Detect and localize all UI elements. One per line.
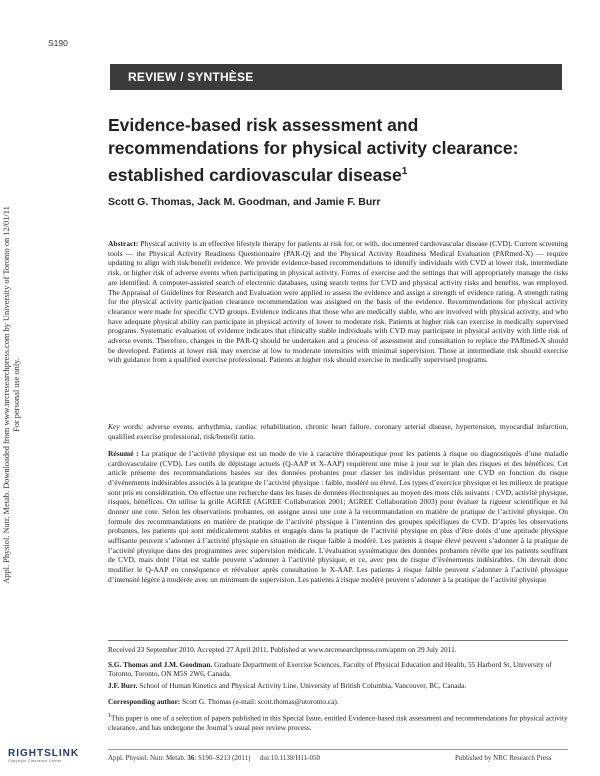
article-title [108, 114, 568, 187]
footer-doi: doi:10.1139/H11-050 [260, 754, 320, 762]
affiliation-1-text: Graduate Department of Exercise Sciences, Faculty of Physical Education and Health, 55 Harbord St, University of Toronto, Toronto, ON M5S 2W6, Canada. [108, 660, 552, 679]
affiliation-2 [108, 681, 568, 690]
received-dates: Received 23 September 2010. Accepted 27 April 2011. Published at www.nrcresearchpress.com/apnm on 29 July 2011. [108, 645, 457, 654]
footer-volume: 36 [187, 754, 195, 762]
resume-label: Résumé : [108, 449, 139, 458]
footnote-marker: 1 [108, 713, 112, 719]
footer-pages: : S190–S213 (2011) [194, 754, 251, 762]
resume [108, 449, 568, 584]
affiliation-1-names: S.G. Thomas and J.M. Goodman. [108, 660, 213, 669]
keywords [108, 422, 568, 441]
footer-citation [108, 754, 250, 762]
section-banner [110, 64, 562, 90]
abstract [108, 239, 568, 365]
keywords-text: adverse events, arrhythmia, cardiac rehabilitation, chronic heart failure, coronary arterial disease, hypertension, myocardial infarction, qualified exercise professional, risk/benefit ratio. [108, 422, 568, 441]
corresponding-text: Scott G. Thomas (e-mail: scott.thomas@utoronto.ca). [180, 697, 339, 706]
affiliation-2-names: J.F. Burr. [108, 681, 138, 690]
notes-divider [108, 640, 568, 641]
author-list: Scott G. Thomas, Jack M. Goodman, and Jamie F. Burr [108, 196, 381, 208]
corresponding-author [108, 697, 568, 706]
abstract-label: Abstract: [108, 239, 139, 248]
article-title-text: Evidence-based risk assessment and recommendations for physical activity clearance: established cardiovascular disease [108, 115, 519, 185]
resume-text: La pratique de l’activité physique est un mode de vie à caractère thérapeutique pour les patients à risque ou diagnostiqués d’une maladie cardiovasculaire (CVD). Les outils de dépistage actuels (Q-AAP et X-AAP) requièrent une mise à jour sur le plan des risques et des bénéfices. Cet article présente des recommandations basées sur des données probantes pour classer les individus présentant une CVD en fonction du risque d’événements indésirables associés à la pratique de l’activité physique : faible, modéré ou élevé. Les types d’exercice physique et les milieux de pratique sont pris en considération. On effectue une recherche dans les bases de données électroniques au moyen des mots clés suivants : CVD, activité physique, risques, bénéfices. On utilise la grille AGREE (AGREE Collaboration 2001; AGREE Collaboration 2003) pour évaluer la rigueur scientifique et lui donner une cote. Selon les observations probantes, on assigne aussi une cote à la recommandation en matière de pratique de l’activité physique. On formule des recommandations en matière de pratique de l’activité physique à l’intention des groupes spécifiques de CVD. D’après les observations probantes, les patients qui sont médicalement stables et engagés dans la pratique de l’activité physique en plus d’être dotés d’une aptitude physique suffisante peuvent s’adonner à l’activité physique en situation de risque faible à modéré. Les patients à risque élevé peuvent s’adonner à la pratique de l’activité physique dans des programmes avec supervision médicale. L’évaluation systématique des données probantes révèle que les patients souffrant de CVD, mais dont l’état est stable peuvent s’adonner à l’activité physique, et ce, avec peu de risque d’événements indésirables. On devrait donc modifier le Q-AAP en conséquence et réévaluer après consultation le X-AAP. Les patients à risque faible peuvent s’adonner à l’activité physique d’intensité légère à modérée avec un minimum de supervision. Les patients à risque modéré peuvent s’adonner à la pratique de l’activité physique [108, 449, 568, 584]
page-number: S190 [48, 38, 68, 48]
rightslink-logo-subtext: Copyright Clearance Center [8, 759, 62, 763]
rightslink-logo-text: RIGHTSLINK [8, 748, 80, 759]
sidebar-line-1: Appl. Physiol. Nutr. Metab. Downloaded from www.nrcresearchpress.com by University of Toronto on 12/01/11 [2, 206, 11, 584]
footer-journal: Appl. Physiol. Nutr. Metab. [108, 754, 188, 762]
footnote [108, 712, 568, 732]
abstract-text: Physical activity is an effective lifestyle therapy for patients at risk for, or with, documented cardiovascular disease (CVD). Current screening tools — the Physical Activity Readiness Questionnaire (PAR-Q) and the Physical Activity Readiness Medical Evaluation (PARmed-X) — require updating to align with risk/benefit evidence. We provide evidence-based recommendations to identify individuals with CVD at lower risk, intermediate risk, or higher risk of adverse events when participating in physical activity. Forms of exercise and the settings that will appropriately manage the risks are identified. A computer-assisted search of electronic databases, using search terms for CVD and physical activity risks and benefits, was employed. The Appraisal of Guidelines for Research and Evaluation were applied to assess the evidence and assign a strength of evidence rating. A strength rating for the physical activity participation clearance recommendation was assigned on the basis of the evidence. Recommendations for physical activity clearance were made for specific CVD groups. Evidence indicates that those who are medically stable, who are involved with physical activity, and who have adequate physical ability can participate in physical activity of lower to moderate risk. Patients at higher risk can exercise in medically supervised programs. Systematic evaluation of evidence indicates that clinically stable individuals with CVD may participate in physical activity with little risk of adverse events. Therefore, changes in the PAR-Q should be undertaken and a process of assessment and consultation to replace the PARmed-X should be developed. Patients at lower risk may exercise at low to moderate intensities with minimal supervision. Those at intermediate risk should exercise with guidance from a qualified exercise professional. Patients at higher risk should exercise in medically supervised programs. [108, 239, 568, 365]
download-sidebar [2, 160, 30, 630]
download-sidebar-text [2, 160, 22, 630]
affiliation-2-text: School of Human Kinetics and Physical Activity Line, University of British Columbia, Vancouver, BC, Canada. [137, 681, 467, 690]
rightslink-logo[interactable] [8, 748, 80, 768]
footnote-text: This paper is one of a selection of papers published in this Special Issue, entitled Evidence-based risk assessment and recommendations for physical activity clearance, and has undergone the Journal’s usual peer review process. [108, 713, 568, 732]
corresponding-label: Corresponding author: [108, 697, 181, 706]
section-label: REVIEW / SYNTHÈSE [128, 70, 254, 84]
sidebar-line-2: For personal use only. [12, 358, 21, 432]
title-footnote-marker: 1 [401, 166, 408, 177]
keywords-label: Key words: [108, 422, 144, 431]
footer-publisher: Published by NRC Research Press [455, 754, 552, 762]
footer-divider [108, 749, 568, 750]
affiliation-1 [108, 660, 568, 679]
